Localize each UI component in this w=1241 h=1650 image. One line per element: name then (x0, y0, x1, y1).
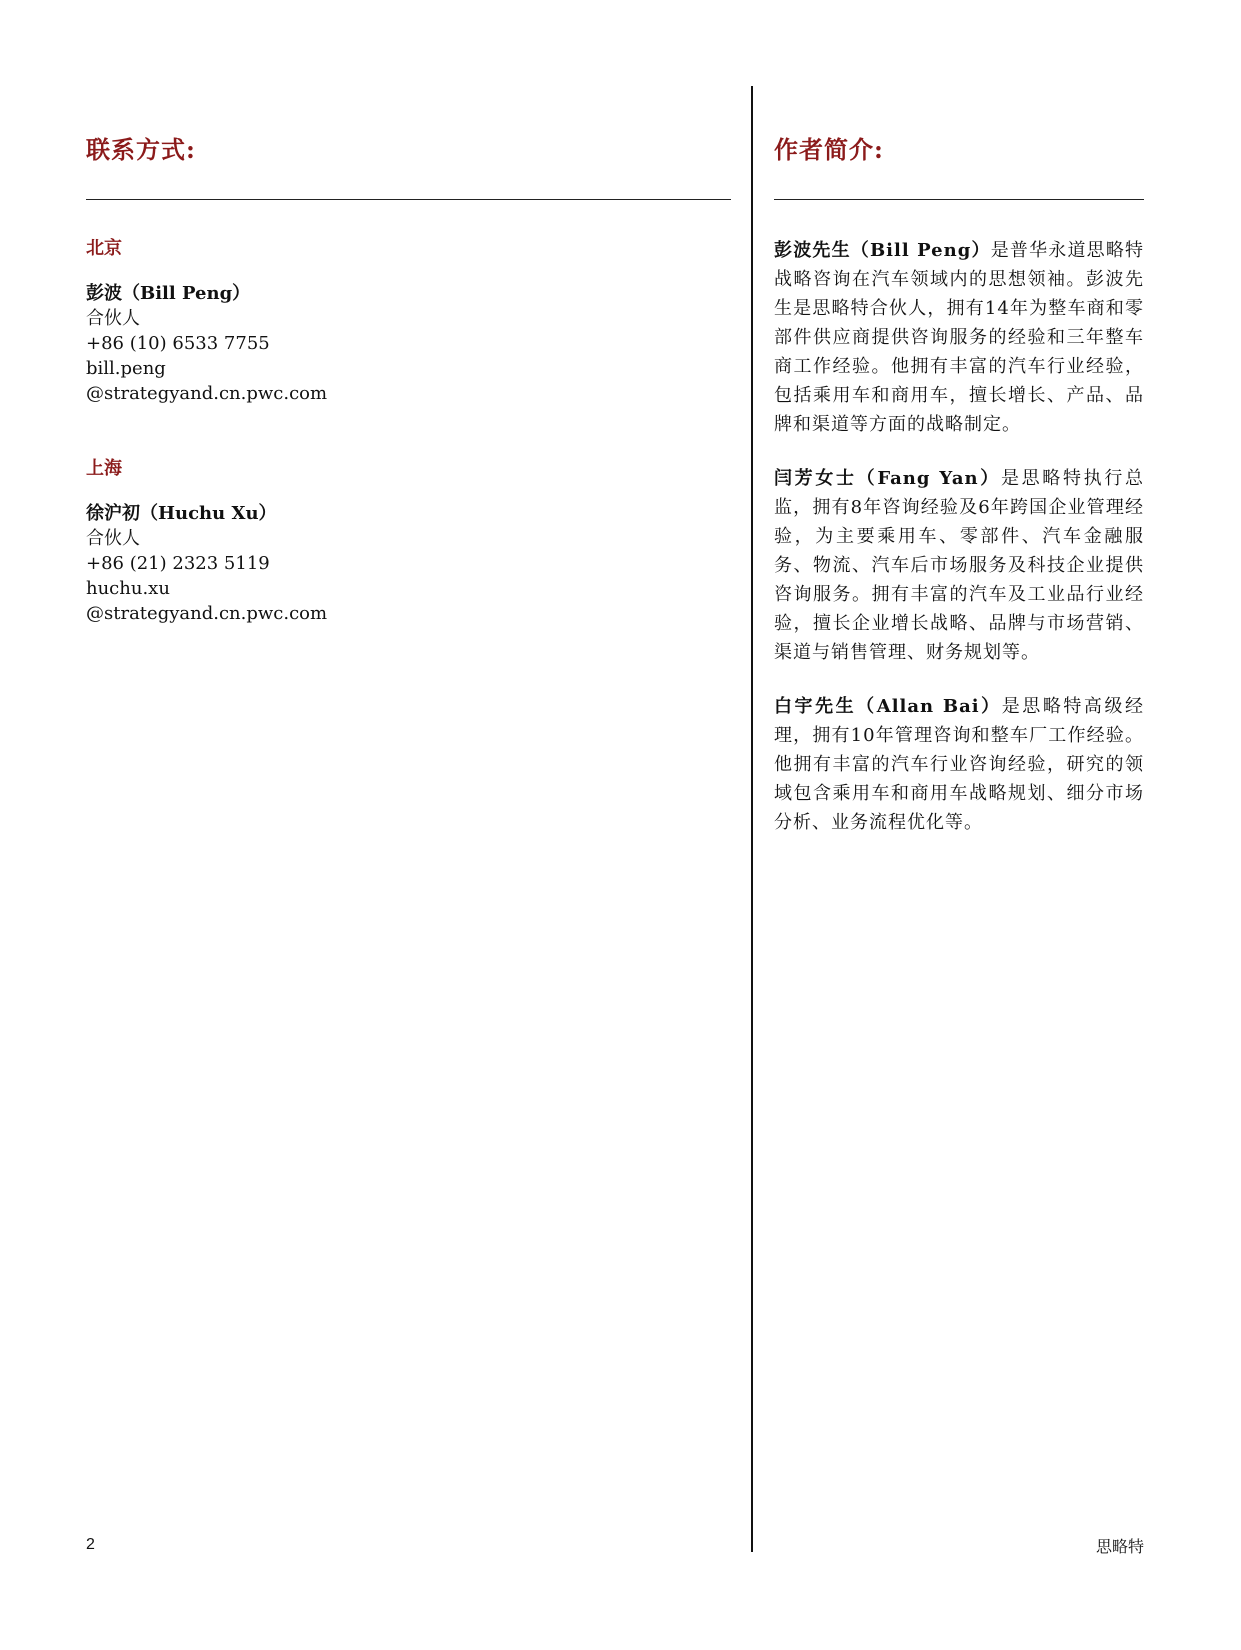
author-bios (774, 236, 1144, 862)
office-beijing (86, 236, 731, 406)
author-bio (774, 236, 1144, 439)
office-shanghai (86, 456, 731, 626)
author-bio (774, 692, 1144, 837)
contact-divider (86, 199, 731, 200)
contact-email-line1: bill.peng (86, 358, 166, 379)
page-number: 2 (86, 1536, 95, 1553)
column-divider (751, 86, 753, 1552)
office-city: 北京 (86, 238, 122, 259)
author-name: 彭波先生（Bill Peng） (774, 240, 991, 261)
office-city: 上海 (86, 458, 122, 479)
authors-divider (774, 199, 1144, 200)
footer-brand: 思略特 (1095, 1539, 1144, 1556)
author-bio-text: 是普华永道思略特战略咨询在汽车领域内的思想领袖。彭波先生是思略特合伙人，拥有14年为整车商和零部件供应商提供咨询服务的经验和三年整车商工作经验。他拥有丰富的汽车行业经验，包括乘用车和商用车，擅长增长、产品、品牌和渠道等方面的战略制定。 (774, 240, 1145, 435)
author-bio-text: 是思略特高级经理，拥有10年管理咨询和整车厂工作经验。他拥有丰富的汽车行业咨询经验，研究的领域包含乘用车和商用车战略规划、细分市场分析、业务流程优化等。 (774, 696, 1145, 833)
contact-role: 合伙人 (86, 528, 140, 549)
author-bio (774, 464, 1144, 667)
contact-role: 合伙人 (86, 308, 140, 329)
author-name: 白宇先生（Allan Bai） (774, 696, 1002, 717)
contact-email-line2: @strategyand.cn.pwc.com (86, 603, 328, 624)
author-bio-text: 是思略特执行总监，拥有8年咨询经验及6年跨国企业管理经验，为主要乘用车、零部件、汽车金融服务、物流、汽车后市场服务及科技企业提供咨询服务。拥有丰富的汽车及工业品行业经验，擅长企业增长战略、品牌与市场营销、渠道与销售管理、财务规划等。 (774, 468, 1144, 663)
contact-phone: +86 (10) 6533 7755 (86, 333, 270, 354)
contact-email-line1: huchu.xu (86, 578, 170, 599)
contact-name: 徐沪初（Huchu Xu） (86, 503, 277, 524)
author-name: 闫芳女士（Fang Yan） (774, 468, 1001, 489)
contact-phone: +86 (21) 2323 5119 (86, 553, 270, 574)
authors-section-title: 作者简介: (774, 135, 884, 164)
contact-section-title: 联系方式: (86, 135, 196, 164)
contact-email-line2: @strategyand.cn.pwc.com (86, 383, 328, 404)
contact-name: 彭波（Bill Peng） (86, 283, 251, 304)
